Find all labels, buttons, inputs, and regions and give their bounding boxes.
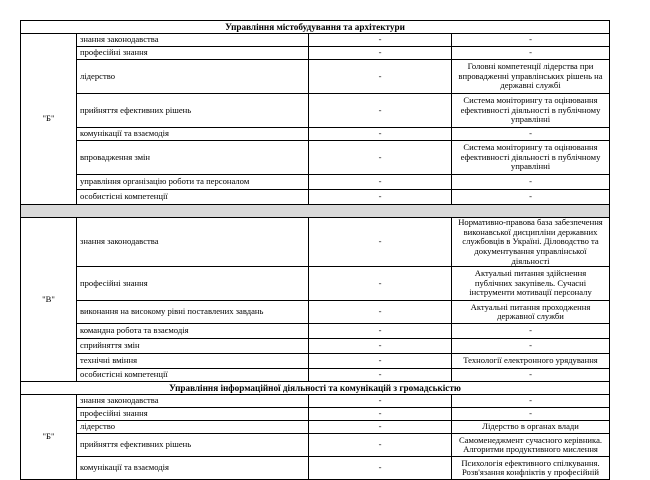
level-cell: - — [309, 408, 452, 421]
competency-cell: знання законодавства — [77, 34, 309, 47]
table-row — [21, 369, 610, 382]
level-cell: - — [309, 175, 452, 190]
topic-cell: - — [452, 47, 610, 60]
topic-cell: Лідерство в органах влади — [452, 421, 610, 434]
topic-cell: Система моніторингу та оцінювання ефективності діяльності в публічному управлінні — [452, 141, 610, 175]
topic-cell: - — [452, 395, 610, 408]
level-cell: - — [309, 60, 452, 94]
table-row — [21, 395, 610, 408]
competency-cell: професійні знання — [77, 267, 309, 301]
level-cell: - — [309, 128, 452, 141]
table-row — [21, 267, 610, 301]
table-row — [21, 324, 610, 339]
level-cell: - — [309, 267, 452, 301]
table-row — [21, 457, 610, 480]
level-cell: - — [309, 190, 452, 205]
competency-cell: знання законодавства — [77, 395, 309, 408]
section-title: Управління інформаційної діяльності та комунікацій з громадськістю — [21, 382, 610, 395]
topic-cell: - — [452, 34, 610, 47]
separator-row — [21, 205, 610, 218]
table-row — [21, 94, 610, 128]
table-row — [21, 408, 610, 421]
table-row — [21, 421, 610, 434]
competency-cell: професійні знання — [77, 47, 309, 60]
competency-cell: управління організацію роботи та персоналом — [77, 175, 309, 190]
topic-cell: Самоменеджмент сучасного керівника. Алгоритми продуктивного мислення — [452, 434, 610, 457]
topic-cell: Актуальні питання проходження державної служби — [452, 301, 610, 324]
topic-cell: - — [452, 128, 610, 141]
level-cell: - — [309, 354, 452, 369]
table-row — [21, 60, 610, 94]
topic-cell: - — [452, 339, 610, 354]
competency-cell: лідерство — [77, 421, 309, 434]
competency-table — [20, 20, 610, 480]
topic-cell: - — [452, 369, 610, 382]
competency-cell: командна робота та взаємодія — [77, 324, 309, 339]
competency-cell: виконання на високому рівні поставлених завдань — [77, 301, 309, 324]
topic-cell: Головні компетенції лідерства при впровадженні управлінських рішень на державні службі — [452, 60, 610, 94]
level-cell: - — [309, 301, 452, 324]
topic-cell: Актуальні питання здійснення публічних закупівель. Сучасні інструменти мотивації персоналу — [452, 267, 610, 301]
competency-cell: прийняття ефективних рішень — [77, 434, 309, 457]
level-cell: - — [309, 218, 452, 267]
section-header-row — [21, 21, 610, 34]
level-cell: - — [309, 34, 452, 47]
competency-cell: комунікації та взаємодія — [77, 457, 309, 480]
topic-cell: Технології електронного урядування — [452, 354, 610, 369]
competency-cell: професійні знання — [77, 408, 309, 421]
competency-cell: сприйняття змін — [77, 339, 309, 354]
level-cell: - — [309, 457, 452, 480]
level-cell: - — [309, 369, 452, 382]
competency-cell: знання законодавства — [77, 218, 309, 267]
table-row — [21, 175, 610, 190]
table-row — [21, 141, 610, 175]
topic-cell: - — [452, 190, 610, 205]
section-header-row — [21, 382, 610, 395]
level-cell: - — [309, 339, 452, 354]
competency-cell: лідерство — [77, 60, 309, 94]
topic-cell: - — [452, 408, 610, 421]
topic-cell: Нормативно-правова база забезпечення виконавської дисципліни державних службовців в Україні. Діловодство та документування управлінської діяльності — [452, 218, 610, 267]
topic-cell: Система моніторингу та оцінювання ефективності діяльності в публічному управлінні — [452, 94, 610, 128]
table-row — [21, 301, 610, 324]
level-cell: - — [309, 395, 452, 408]
topic-cell: Психологія ефективного спілкування. Розв'язання конфліктів у професійній — [452, 457, 610, 480]
table-row — [21, 34, 610, 47]
table-row — [21, 47, 610, 60]
competency-cell: комунікації та взаємодія — [77, 128, 309, 141]
section-title: Управління містобудування та архітектури — [21, 21, 610, 34]
topic-cell: - — [452, 324, 610, 339]
category-cell: "Б" — [21, 34, 77, 205]
level-cell: - — [309, 141, 452, 175]
grey-separator — [21, 205, 610, 218]
competency-cell: впровадження змін — [77, 141, 309, 175]
table-row — [21, 190, 610, 205]
table-row — [21, 434, 610, 457]
level-cell: - — [309, 324, 452, 339]
category-cell: "Б" — [21, 395, 77, 480]
level-cell: - — [309, 47, 452, 60]
table-row — [21, 354, 610, 369]
level-cell: - — [309, 94, 452, 128]
topic-cell: - — [452, 175, 610, 190]
competency-cell: технічні вміння — [77, 354, 309, 369]
table-row — [21, 339, 610, 354]
competency-cell: особистісні компетенції — [77, 190, 309, 205]
competency-cell: прийняття ефективних рішень — [77, 94, 309, 128]
category-cell: "В" — [21, 218, 77, 382]
level-cell: - — [309, 421, 452, 434]
table-row — [21, 128, 610, 141]
table-row — [21, 218, 610, 267]
competency-cell: особистісні компетенції — [77, 369, 309, 382]
level-cell: - — [309, 434, 452, 457]
